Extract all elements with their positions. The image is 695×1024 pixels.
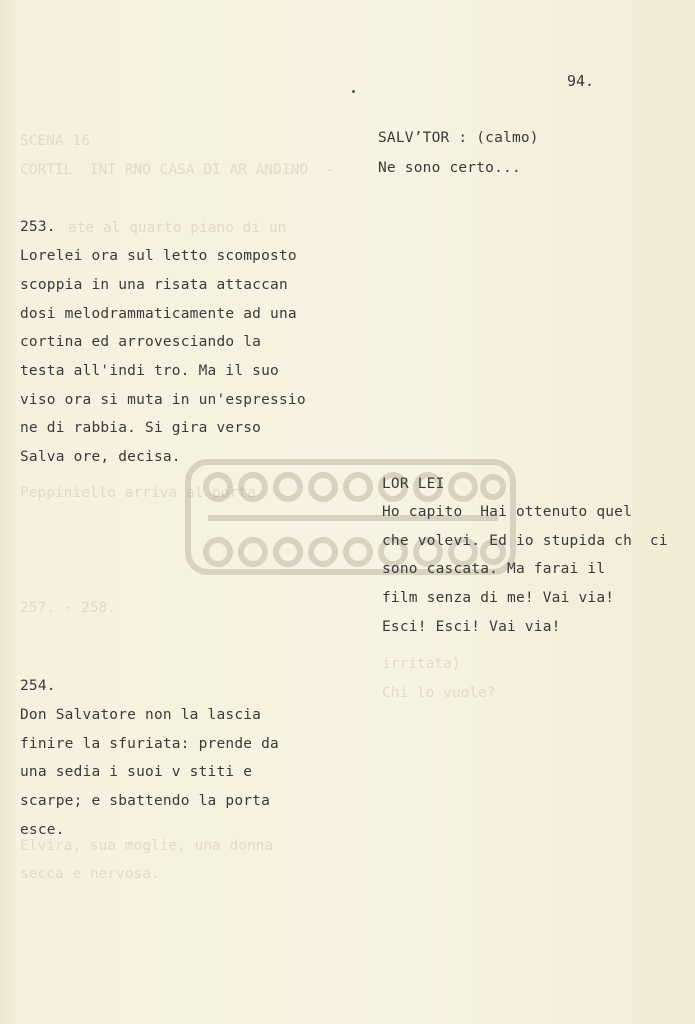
action-line: una sedia i suoi v stiti e [20,764,253,780]
action-line: Lorelei ora sul letto scomposto [20,248,297,264]
bleed-through-text: secca e nervosa. [20,866,160,882]
ink-speck [352,90,355,93]
bleed-through-text: irritata) [382,656,461,672]
page-number: 94. [567,72,595,90]
bleed-through-text: Peppiniello arriva al porta [20,485,256,501]
dialogue-line: film senza di me! Vai via! [382,590,615,606]
action-line: Don Salvatore non la lascia [20,707,262,723]
action-line: dosi melodrammaticamente ad una [20,306,297,322]
action-line: ne di rabbia. Si gira verso [20,420,262,436]
action-line: testa all'indi tro. Ma il suo [20,363,279,379]
action-line: Salva ore, decisa. [20,449,181,465]
bleed-through-text: SCENA 16 [20,133,90,149]
action-line: cortina ed arrovesciando la [20,334,262,350]
action-line: scoppia in una risata attaccan [20,277,288,293]
bleed-through-text: Elvira, sua moglie, una donna [20,838,274,854]
action-line: esce. [20,822,65,838]
scene-number: 253. [20,219,56,235]
dialogue-line: sono cascata. Ma farai il [382,561,606,577]
action-line: finire la sfuriata: prende da [20,736,279,752]
action-line: scarpe; e sbattendo la porta [20,793,271,809]
scene-number: 254. [20,678,56,694]
bleed-through-text: Chi lo vuole? [382,685,496,701]
bleed-through-text: ate al quarto piano di un [68,220,287,236]
speaker-label: LOR LEI [382,476,445,492]
bleed-through-text: 257. - 258. [20,600,117,616]
dialogue-line: Esci! Esci! Vai via! [382,619,561,635]
dialogue-line: Ne sono certo... [378,160,521,176]
action-line: viso ora si muta in un'espressio [20,392,306,408]
bleed-through-text: CORTIL INT RNO CASA DI AR ANDINO - [20,162,335,178]
speaker-label: SALV’TOR : (calmo) [378,130,539,146]
dialogue-line: Ho capito Hai ottenuto quel [382,504,633,520]
dialogue-line: che volevi. Ed io stupida ch ci [382,533,668,549]
